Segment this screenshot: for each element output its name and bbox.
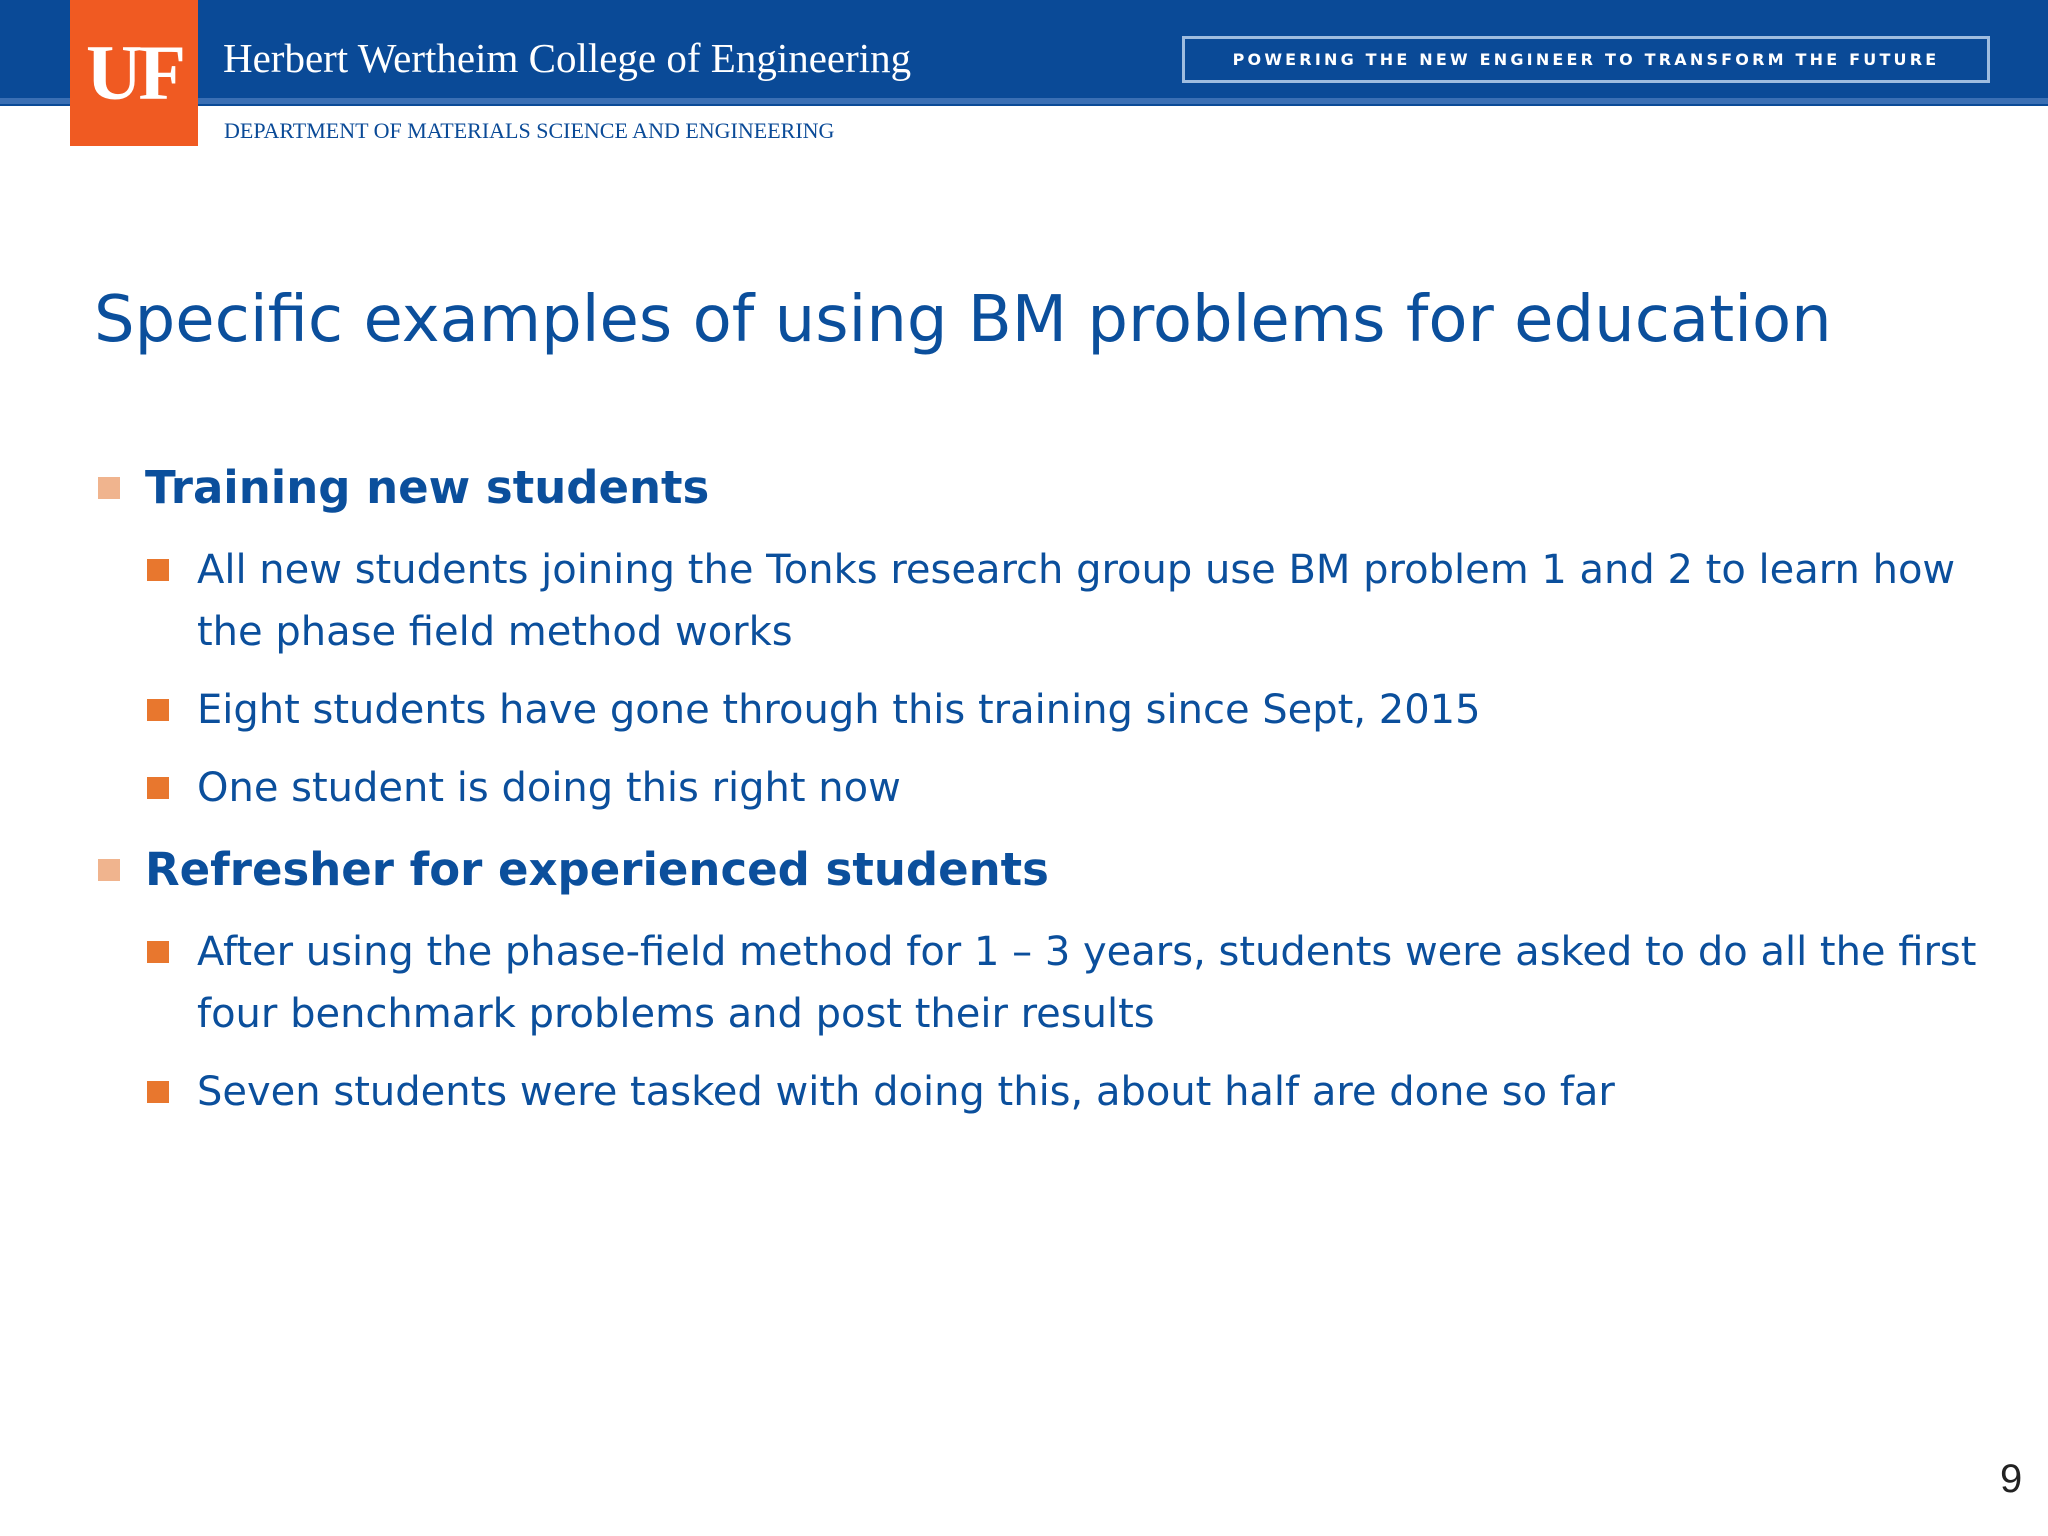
bullet-square-icon: [98, 477, 120, 499]
bullet-square-icon: [147, 777, 169, 799]
bullet-square-icon: [147, 941, 169, 963]
list-item-text: One student is doing this right now: [197, 765, 901, 811]
college-name: Herbert Wertheim College of Engineering: [223, 35, 912, 81]
tagline-banner: POWERING THE NEW ENGINEER TO TRANSFORM THE FUTURE: [1182, 36, 1990, 83]
list-item-text: Eight students have gone through this training since Sept, 2015: [197, 687, 1481, 733]
bullet-square-icon: [98, 859, 120, 881]
bullet-square-icon: [147, 699, 169, 721]
list-item-text: After using the phase-field method for 1 – 3 years, students were asked to do all the first four benchmark problems and post their results: [197, 929, 1977, 1037]
bullet-square-icon: [147, 1081, 169, 1103]
bullet-square-icon: [147, 559, 169, 581]
list-item-text: All new students joining the Tonks research group use BM problem 1 and 2 to learn how the phase field method works: [197, 547, 1956, 655]
list-item-text: Seven students were tasked with doing this, about half are done so far: [197, 1069, 1615, 1115]
uf-logo: UF: [70, 0, 198, 146]
page-number: 9: [2000, 1457, 2023, 1501]
slide-title: Specific examples of using BM problems for education: [94, 283, 1832, 357]
department-name: DEPARTMENT OF MATERIALS SCIENCE AND ENGINEERING: [224, 118, 835, 143]
section-heading: Training new students: [145, 461, 710, 514]
section-heading: Refresher for experienced students: [145, 843, 1049, 896]
